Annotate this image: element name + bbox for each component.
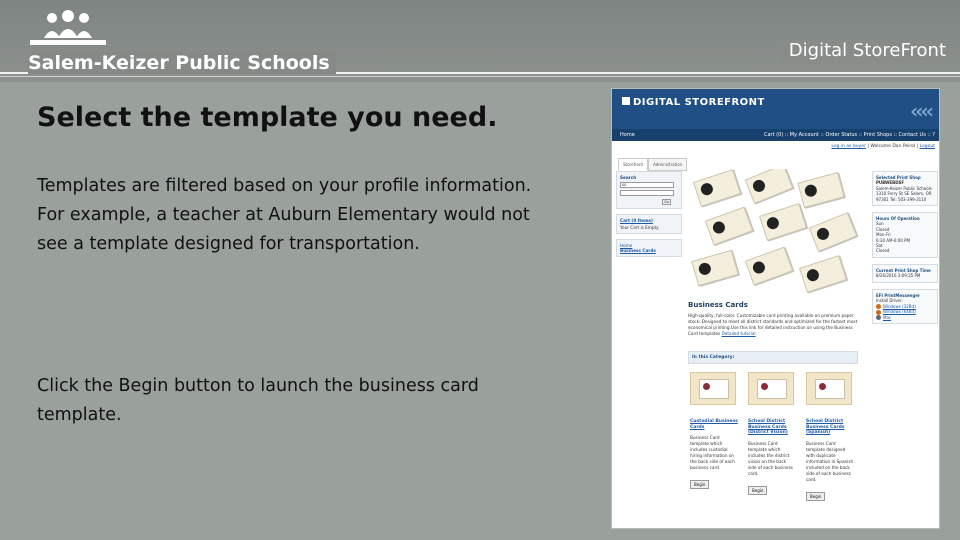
- hours-heading: Hours Of Operation: [876, 216, 920, 222]
- product-item: [690, 372, 738, 490]
- storefront-screenshot: [611, 88, 940, 529]
- hours-sun-value: Closed: [876, 226, 890, 232]
- category-heading: In this Category:: [688, 351, 858, 364]
- search-go-button[interactable]: Go: [664, 200, 669, 204]
- chevrons-icon: ‹‹‹‹: [910, 99, 931, 123]
- storefront-tabs: [618, 151, 687, 167]
- mac-icon: [876, 315, 881, 320]
- search-category-select[interactable]: All: [620, 182, 674, 188]
- printmessenger-box: [872, 289, 938, 324]
- card-image: [799, 255, 847, 293]
- print-shop-address: Salem-Keizer Public Schools 1310 Ferry St SE Salem, OR 97301 Tel: 503-399-3110: [876, 185, 932, 202]
- begin-instruction-paragraph: Click the Begin button to launch the business card template.: [37, 376, 479, 425]
- business-cards-description: High-quality, full-color. Customizable card printing available on premium paper stock. Designed to meet all district standards and optimized for the fastest most economical printing.Use this link for detailed instruction on using the Business Card templates Detailed tutorial: [688, 313, 858, 336]
- welcome-text: Welcome Dan Peirol: [870, 144, 916, 149]
- cart-heading[interactable]: Cart (0 Items): [620, 218, 653, 223]
- product-name-link[interactable]: School District Business Cards (District Vision): [748, 419, 788, 435]
- card-image: [693, 169, 741, 207]
- hours-sat-value: Closed: [876, 248, 890, 254]
- product-item: [748, 372, 796, 496]
- instruction-paragraph: Templates are filtered based on your profile information. For example, a teacher at Auburn Elementary would not see a template designed for transportation.: [37, 176, 532, 254]
- tab-administration[interactable]: Administration: [648, 158, 687, 171]
- hours-sat: Sat: [876, 243, 883, 249]
- begin-button[interactable]: Begin: [748, 486, 767, 495]
- business-cards-heading: Business Cards: [688, 301, 748, 309]
- storefront-banner: [612, 89, 940, 129]
- search-heading: Search: [620, 175, 637, 180]
- nav-links[interactable]: Cart (0) :: My Account :: Order Status :: Print Shops :: Contact Us :: ?: [764, 132, 935, 138]
- main-content: [688, 169, 858, 502]
- product-description: Business Card template which includes the district vision on the back side of each business card.: [748, 440, 793, 476]
- shop-time-value: 8/26/2016 3:09:35 PM: [876, 273, 921, 279]
- search-input[interactable]: [620, 190, 674, 196]
- breadcrumb-home-link[interactable]: Home: [620, 243, 633, 248]
- product-description: Business Card template designed with duplicate information in Spanish included on the back side of each business card.: [806, 440, 854, 482]
- hours-sun: Sun: [876, 221, 884, 227]
- tab-storefront[interactable]: Storefront: [618, 158, 648, 171]
- breadcrumb-business-cards-link[interactable]: Business Cards: [620, 248, 656, 253]
- search-box: [616, 171, 682, 209]
- district-name: Salem-Keizer Public Schools: [28, 52, 336, 74]
- logout-link[interactable]: Logout: [919, 144, 935, 149]
- product-thumbnail[interactable]: [748, 372, 794, 405]
- begin-button[interactable]: Begin: [690, 480, 709, 489]
- storefront-logo: DIGITAL STOREFRONT: [622, 97, 765, 108]
- right-sidebar: [872, 171, 938, 330]
- card-image: [705, 207, 753, 246]
- product-name-link[interactable]: School District Business Cards (Spanish): [806, 419, 845, 435]
- login-as-buyer-link[interactable]: Log in as buyer: [831, 144, 866, 149]
- card-image: [797, 172, 844, 208]
- product-item: [806, 372, 854, 502]
- storefront-nav: [612, 129, 940, 141]
- card-image: [759, 203, 807, 241]
- card-image: [745, 247, 793, 286]
- begin-button[interactable]: Begin: [806, 492, 825, 501]
- shop-time-heading: Current Print Shop Time: [876, 267, 931, 273]
- school-logo-icon: [28, 10, 108, 50]
- hours-box: [872, 212, 938, 258]
- card-image: [809, 212, 858, 252]
- product-name-link[interactable]: Custodial Business Cards: [690, 419, 738, 430]
- hours-monfri: Mon-Fri: [876, 232, 891, 238]
- mac-link[interactable]: Mac: [883, 314, 892, 320]
- cart-status: Your Cart is Empty.: [620, 225, 660, 230]
- product-thumbnail[interactable]: [806, 372, 852, 405]
- brand-name: Digital StoreFront: [781, 40, 946, 61]
- product-list: [688, 372, 858, 502]
- left-sidebar: [616, 171, 682, 262]
- utility-bar: Log in as buyer | Welcome Dan Peirol | Logout: [831, 144, 935, 149]
- windows-32bit-link[interactable]: Windows (32Bit): [883, 303, 916, 309]
- print-shop-box: [872, 171, 938, 206]
- business-cards-image: [688, 169, 858, 297]
- windows-icon: [876, 310, 881, 315]
- slide-title: Select the template you need.: [37, 102, 498, 133]
- cart-box: [616, 214, 682, 234]
- detailed-tutorial-link[interactable]: Detailed tutorial: [721, 331, 756, 336]
- breadcrumb-box: [616, 239, 682, 257]
- hours-monfri-value: 6:30 AM-6:00 PM: [876, 237, 911, 243]
- product-description: Business Card template which includes custodial hiring information on the back side of each business card.: [690, 435, 735, 470]
- windows-64bit-link[interactable]: Windows (64Bit): [883, 309, 916, 314]
- print-shop-heading: Selected Print Shop: [876, 175, 921, 180]
- install-driver-label: Install Driver:: [876, 298, 903, 304]
- nav-home-link[interactable]: Home: [620, 132, 635, 138]
- shop-time-box: [872, 264, 938, 283]
- printmessenger-heading: EFI PrintMessenger: [876, 292, 920, 298]
- product-thumbnail[interactable]: [690, 372, 736, 405]
- print-shop-name: PUBWEBDSF: [876, 180, 905, 186]
- header-divider-thin: [0, 76, 960, 77]
- card-image: [745, 169, 794, 204]
- card-image: [691, 250, 739, 287]
